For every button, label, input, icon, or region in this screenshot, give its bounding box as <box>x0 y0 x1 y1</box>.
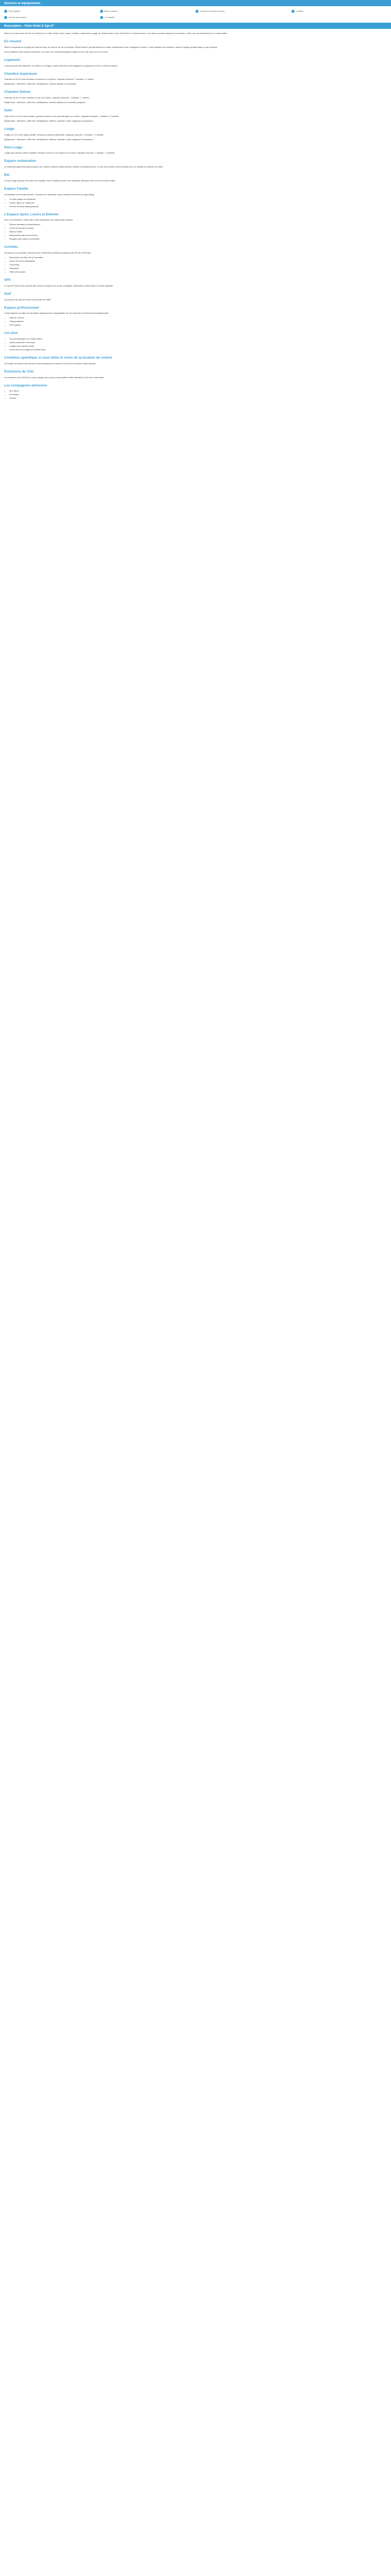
list-item: • Lodges avec piscine privée <box>9 345 387 348</box>
section-paragraph: Situé en surplomb de la plage de Grande Anse, au sud de l'île de la Réunion, PALM Hotel & Spa bénéficie d'un cadre exceptionnel entre montagne et océan. L'hôtel dispose de chambres, suites et lodges répartis dans un parc tropical. <box>4 45 218 48</box>
section-title: Les plus <box>4 331 18 335</box>
baby-cot-icon <box>291 10 295 13</box>
main-content <box>0 29 391 405</box>
section-title: SPA <box>4 278 11 282</box>
section-paragraph: La location de voiture est vivement recommandée pour découvrir l'île et ses nombreux sites naturels. <box>4 362 96 365</box>
equipement-item <box>291 8 387 14</box>
list-item: • Visite des cirques <box>9 270 387 274</box>
section-list <box>9 316 387 327</box>
list-item: • Randonnée au Piton de la Fournaise <box>9 256 387 259</box>
section-title: Espace Famille <box>4 187 28 191</box>
section-paragraph: Équipement : télévision, coffre-fort, climatisation, minibar, machine à café, peignoirs et chaussons. <box>4 138 94 141</box>
section-list <box>9 389 387 400</box>
section-paragraph: Lodge avec piscine privée chauffée, terrasse en bois et vue directe sur l'océan. Capacité d'accueil : 2 adultes + 2 enfants. <box>4 151 116 155</box>
section-title: Émissions de CO2 <box>4 369 34 374</box>
section-title: Chambre Supérieure <box>4 72 37 76</box>
section-paragraph: Équipement : télévision, coffre-fort, climatisation, minibar, plateau de courtoisie. <box>4 82 77 86</box>
section-title: Suite <box>4 109 12 112</box>
equipement-item <box>100 8 196 14</box>
list-item: • Canyoning <box>9 263 387 266</box>
equipement-label: TV satellite <box>104 16 115 19</box>
hotel-description-banner: Description – Palm Hotel & Spa 5* <box>0 23 391 29</box>
list-item: • Piscine extérieure à débordement <box>9 223 387 226</box>
equipement-label: Lit bébé <box>296 10 303 12</box>
fitness-icon <box>196 10 199 13</box>
section-title: Golf <box>4 292 11 296</box>
section-title: Activités <box>4 245 19 249</box>
equipement-item <box>100 14 196 21</box>
equipement-label: Bains à bulles <box>104 10 118 12</box>
list-item: • Service de baby-sitting (payant) <box>9 205 387 208</box>
section-paragraph: L'hôtel dispose de salles de séminaire équipées pour l'organisation de vos réunions et événements professionnels. <box>4 312 109 315</box>
list-item: • Jardin tropical de 4 hectares <box>9 341 387 344</box>
section-paragraph: Le Spa de l'hôtel vous propose des soins du visage et du corps, massages, hammam et sauna dans un cadre apaisant. <box>4 284 113 287</box>
section-title: Chambre Deluxe <box>4 90 31 94</box>
section-paragraph: Le bar lounge propose une carte de cocktails, vins et spiritueux dans une ambiance détendue avec vue sur l'océan Indien. <box>4 179 116 182</box>
section-list <box>9 337 387 351</box>
section-title: Lodge <box>4 127 14 131</box>
list-item: • Survol de l'île en hélicoptère <box>9 260 387 263</box>
list-item: • Plongée sous-marine à proximité <box>9 238 387 241</box>
section-paragraph: Suite de 60 m² avec salon séparé, grande terrasse et vue panoramique sur l'océan. Capacité d'accueil : 2 adultes + 2 enfants. <box>4 114 119 117</box>
section-title: Bar <box>4 173 10 177</box>
section-paragraph: Vous profiterez d'une piscine extérieure, d'un spa, d'un restaurant gastronomique et d'un bar avec vue sur l'océan. <box>4 50 108 53</box>
section-paragraph: Équipement : télévision, coffre-fort, climatisation, minibar, machine à café, peignoirs et chaussons. <box>4 119 94 122</box>
section-title: Condition spécifique si vous faites le choix de la location de voiture <box>4 356 112 360</box>
sections-container <box>4 39 387 400</box>
list-item: • Vue panoramique sur l'océan Indien <box>9 337 387 341</box>
tv-icon <box>100 16 103 19</box>
section-list <box>9 223 387 241</box>
section-paragraph: Pour vous détendre, l'hôtel met à votre disposition de nombreuses activités. <box>4 218 73 222</box>
section-paragraph: Chambre de 35 m² avec terrasse et vue sur l'océan. Capacité d'accueil : 2 adultes + 1 enfant. <box>4 96 90 99</box>
wifi-icon <box>4 10 7 13</box>
section-title: Les compagnies aériennes <box>4 383 47 387</box>
section-paragraph: Les familles sont les bienvenues : lits bébé sur demande, menus enfants et service de baby-sitting. <box>4 193 95 196</box>
section-title: Logement <box>4 58 21 62</box>
equipement-label: Centre de remise en forme <box>200 10 225 12</box>
list-item: • Corsair <box>9 397 387 400</box>
section-paragraph: Sur place ou à proximité, découvrez les nombreuses activités proposées par l'île de la Réunion. <box>4 251 92 254</box>
list-item: • Parapente <box>9 267 387 270</box>
list-item: • Salle de réunion <box>9 316 387 319</box>
section-title: Espace professionnel <box>4 306 39 310</box>
section-list <box>9 256 387 274</box>
section-paragraph: Lodge de 70 m² avec jardin privatif, terrasse et piscine individuelle. Capacité d'accueil : 2 adultes + 2 enfants. <box>4 133 104 136</box>
list-item: • Centre de remise en forme <box>9 227 387 230</box>
equipement-label: Wi-Fi gratuit <box>9 10 20 12</box>
section-title: En résumé <box>4 40 22 43</box>
pool-icon <box>4 16 7 19</box>
list-item: • Chaise haute au restaurant <box>9 201 387 205</box>
list-item: • Lit bébé gratuit sur demande <box>9 198 387 201</box>
section-list <box>9 198 387 208</box>
section-title: Espace restauration <box>4 159 37 163</box>
section-paragraph: Le restaurant gastronomique propose une cuisine créative mêlant saveurs créoles et produits locaux. Le bar de la piscine vous accueille pour un cocktail au coucher du soleil. <box>4 165 163 168</box>
equipement-item <box>4 8 100 14</box>
section-paragraph: Équipement : télévision, coffre-fort, climatisation, minibar, plateau de courtoisie, peignoirs. <box>4 101 86 104</box>
section-title: Pool Lodge <box>4 145 23 149</box>
spa-icon <box>100 10 103 13</box>
section-paragraph: Chambre de 30 m² avec terrasse ou balcon et vue jardin. Capacité d'accueil : 2 adultes + 1 enfant. <box>4 78 94 81</box>
section-paragraph: L'hôtel propose 68 chambres, 10 suites et 10 lodges, toutes décorées avec élégance et équipées de tout le confort moderne. <box>4 64 118 67</box>
equipements-grid <box>0 6 391 23</box>
list-item: • Air Austral <box>9 393 387 396</box>
section-title: L'Espace Sport, Loisirs et Détente <box>4 212 59 216</box>
list-item: • Accès direct à la plage de Grande Anse <box>9 348 387 351</box>
list-item: • Wi-Fi gratuit <box>9 324 387 327</box>
services-banner: Services et équipements <box>0 0 391 6</box>
section-paragraph: Les émissions de CO2 liées à votre voyage vous sont communiquées à titre indicatif lors de votre réservation. <box>4 376 105 379</box>
list-item: • Air France <box>9 389 387 393</box>
list-item: • Randonnées dans les environs <box>9 234 387 237</box>
list-item: • Vidéoprojecteur <box>9 320 387 323</box>
section-paragraph: Un parcours de golf se trouve à proximité de l'hôtel. <box>4 298 52 301</box>
intro-text: Situé sur la côte ouest de l'île de la Réunion, le Palm Hotel & Spa, classé 5 étoiles, surplombe la plage de Grande Anse, entre Saint-Pierre et Saint-Joseph. Lové dans un jardin tropical de 4 hectares, il offre une vue imprenable sur l'océan Indien. <box>4 32 228 35</box>
equipement-item <box>4 14 100 21</box>
list-item: • Bains à bulles <box>9 230 387 233</box>
equipement-item <box>196 8 291 14</box>
equipement-label: Piscine découverte <box>9 16 26 19</box>
